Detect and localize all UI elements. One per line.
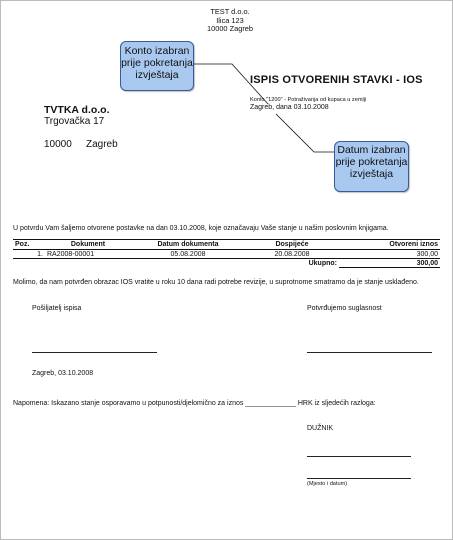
table-row [13, 250, 440, 259]
sender-city: 10000 Zagreb [206, 24, 254, 34]
confirm-signature-label: Potvrđujemo suglasnost [307, 305, 382, 312]
debtor-place-date-label: (Mjesto i datum) [307, 481, 348, 487]
sender-street: Ilica 123 [216, 15, 244, 25]
callout-date [334, 141, 409, 192]
debtor-signature-line [307, 456, 411, 457]
table-total-row [13, 259, 440, 268]
intro-text: U potvrdu Vam šaljemo otvorene postavke na dan 03.10.2008, koje označavaju Vaše stanje u našim poslovnim knjigama. [13, 225, 389, 232]
sender-signature-label: Pošiljatelj ispisa [32, 305, 82, 312]
debtor-label: DUŽNIK [307, 425, 334, 432]
cell-pos: 1. [13, 250, 45, 259]
col-header-open-amount: Otvoreni iznos [339, 240, 440, 250]
cell-document-date: 05.08.2008 [131, 250, 245, 259]
col-header-pos: Poz. [13, 240, 45, 250]
sender-name: TEST d.o.o. [210, 7, 250, 16]
col-header-due-date: Dospijeće [245, 240, 339, 250]
cell-document: RA2008-00001 [45, 250, 131, 259]
recipient-city: Zagreb [86, 139, 118, 150]
col-header-document: Dokument [45, 240, 131, 250]
recipient-name: TVTKA d.o.o. [44, 104, 110, 116]
footer-place-date: Zagreb, 03.10.2008 [32, 370, 94, 377]
note-text: Napomena: Iskazano stanje osporavamo u potpunosti/djelomično za iznos _____________ HRK iz sljedećih razloga: [13, 400, 376, 407]
confirm-signature-line [307, 352, 432, 353]
debtor-place-date-line [307, 478, 411, 479]
callout-account-text: Konto izabran prije pokretanja izvještaja [121, 45, 193, 81]
cell-due-date: 20.08.2008 [245, 250, 339, 259]
recipient-street: Trgovačka 17 [44, 116, 105, 127]
cell-open-amount: 300,00 [339, 250, 440, 259]
callout-date-text: Datum izabran prije pokretanja izvještaja [335, 144, 408, 180]
sender-signature-line [32, 352, 157, 353]
report-place-date: Zagreb, dana 03.10.2008 [250, 104, 329, 111]
col-header-document-date: Datum dokumenta [131, 240, 245, 250]
request-text: Molimo, da nam potvrđen obrazac IOS vratite u roku 10 dana radi potrebe revizije, u suprotnome smatramo da je stanje usklađeno. [13, 279, 419, 286]
recipient-postal: 10000 [44, 139, 72, 150]
report-account-line: Konto "1200" - Potraživanja od kupaca u zemlji [250, 97, 367, 103]
table-header-row [13, 240, 440, 250]
sender-block [180, 8, 280, 34]
report-title: ISPIS OTVORENIH STAVKI - IOS [250, 74, 423, 86]
total-value: 300,00 [339, 259, 440, 268]
open-items-table [13, 239, 440, 268]
total-label: Ukupno: [308, 259, 337, 267]
callout-account [120, 41, 194, 91]
